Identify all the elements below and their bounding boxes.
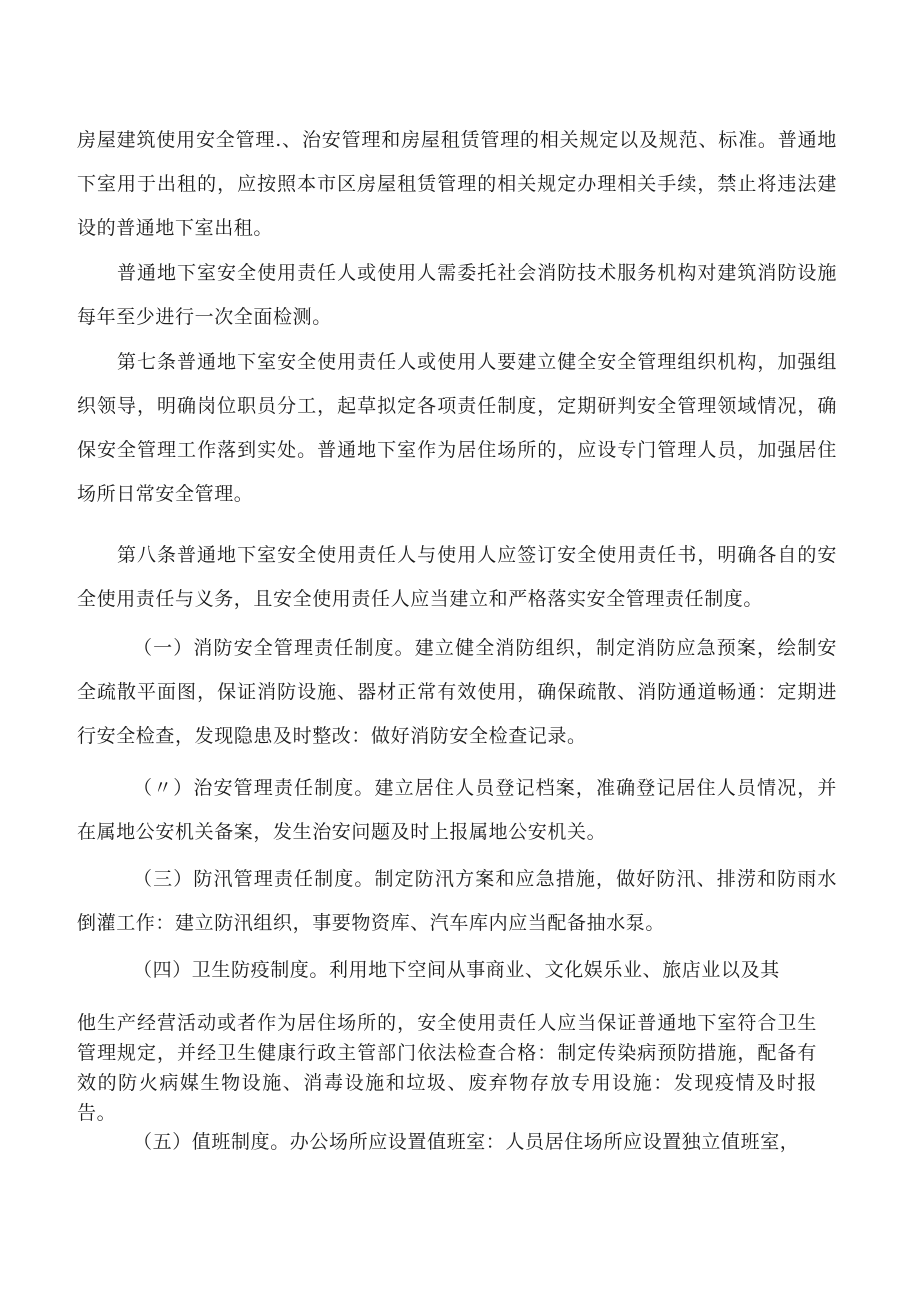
paragraph-item-4-hygiene-start: （四）卫生防疫制度。利用地下空间从事商业、文化娱乐业、旅店业以及其 — [133, 959, 780, 981]
paragraph-item-2-public-security: （〃）治安管理责任制度。建立居住人员登记档案，准确登记居住人员情况，并在属地公安机关备案，发生治安问题及时上报属地公安机关。 — [77, 777, 837, 843]
paragraph-item-3-flood-control: （三）防汛管理责任制度。制定防汛方案和应急措施，做好防汛、排涝和防雨水倒灌工作：建立防汛组织，事要物资库、汽车库内应当配备抽水泵。 — [77, 868, 837, 934]
paragraph-item-1-fire-safety: （一）消防安全管理责任制度。建立健全消防组织，制定消防应急预案，绘制安全疏散平面图，保证消防设施、器材正常有效使用，确保疏散、消防通道畅通：定期进行安全检查，发现隐患及时整改：做好消防安全检查记录。 — [77, 637, 837, 747]
paragraph-continuation: 房屋建筑使用安全管理.、治安管理和房屋租赁管理的相关规定以及规范、标准。普通地下室用于出租的，应按照本市区房屋租赁管理的相关规定办理相关手续，禁止将违法建设的普通地下室出租。 — [77, 129, 837, 239]
paragraph-fire-inspection: 普通地下室安全使用责任人或使用人需委托社会消防技术服务机构对建筑消防设施每年至少进行一次全面检测。 — [77, 262, 837, 328]
paragraph-article-8: 第八条普通地下室安全使用责任人与使用人应签订安全使用责任书，明确各自的安全使用责任与义务，且安全使用责任人应当建立和严格落实安全管理责任制度。 — [77, 544, 837, 610]
paragraph-article-7: 第七条普通地下室安全使用责任人或使用人要建立健全安全管理组织机构，加强组织领导，明确岗位职员分工，起草拟定各项责任制度，定期研判安全管理领域情况，确保安全管理工作落到实处。普通地下室作为居住场所的，应设专门管理人员，加强居住场所日常安全管理。 — [77, 351, 837, 505]
paragraph-item-4-hygiene-continued: 他生产经营活动或者作为居住场所的，安全使用责任人应当保证普通地下室符合卫生管理规定，并经卫生健康行政主管部门依法检查合格：制定传染病预防措施，配备有效的防火病媒生物设施、消毒设施和垃圾、废弃物存放专用设施：发现疫情及时报告。 — [77, 1012, 817, 1124]
paragraph-item-5-duty: （五）值班制度。办公场所应设置值班室：人员居住场所应设置独立值班室， — [133, 1131, 800, 1153]
